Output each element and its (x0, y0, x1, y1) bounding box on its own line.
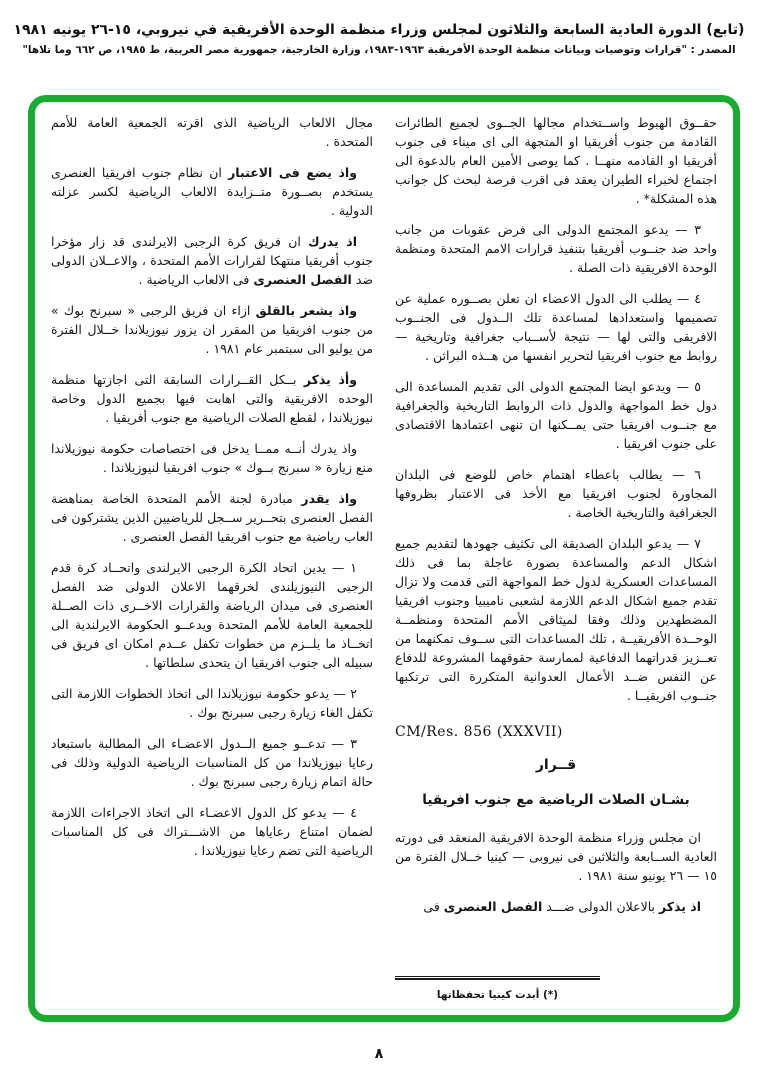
appreciates-rest: مبادرة لجنة الأمم المتحدة الخاصة بمناهضة الفصل العنصرى بتحــرير ســجل للرياضيين الذين يشتركون فى العاب رياضية مع جنوب افريقيا الفصل العنصرى . (51, 491, 373, 544)
resolution-heading: قــرار (535, 757, 577, 773)
preamble-considers (51, 163, 373, 220)
preamble-concerned (51, 301, 373, 358)
recalling-lead: وأذ يذكر (303, 372, 357, 387)
appreciates-lead: واذ يقدر (301, 491, 357, 506)
preamble-council: ان مجلس وزراء منظمة الوحدة الافريقية المنعقد فى دورته العادية الســابعة والثلاثين فى نيروبى — كينيا خــلال الفترة من ١٥ — ٢٦ يونيو سنة ١٩٨١ . (395, 830, 717, 883)
preamble-realizes (51, 232, 373, 289)
recalls-lead: اذ يذكر (658, 899, 701, 914)
operative-item-4: ٤ — يطلب الى الدول الاعضاء ان تعلن بصــوره عملية عن تصميمها واستعدادها لمساعدة تلك الــدول فى الجنــوب الافريقى والتى لها — نتيجة لأســباب جغرافية وتاريخية — روابط مع جنوب افريقيا لتحرير انفسها من هــذه البراثن . (395, 291, 717, 363)
operative-item-5: ٥ — ويدعو ايضا المجتمع الدولى الى تقديم المساعدة الى دول خط المواجهة والدول ذات الروابط التاريخية والجغرافية مع جنــوب افريقيا حتى يمــكنها ان تنهى اعتمادها الاقتصادى على جنوب افريقيا . (395, 379, 717, 451)
realizes-lead: اذ يدرك (308, 234, 357, 249)
recalls-tail: فى (423, 899, 444, 914)
preamble-aware: واذ يدرك أنــه ممــا يدخل فى اختصاصات حكومة نيوزيلاندا منع زيارة « سبرنج بــوك » جنوب افريقيا لنيوزيلاندا . (51, 441, 373, 475)
resolution-code: CM/Res. 856 (XXXVII) (395, 724, 563, 740)
page-header (0, 22, 758, 56)
considers-lead: واذ يضع فى الاعتبار (228, 165, 357, 180)
considers-rest: ان نظام جنوب افريقيا العنصرى يستخدم بصــورة متــزايدة الالعاب الرياضية لكسر عزلته الدولية . (51, 165, 373, 218)
footnote-rule (395, 976, 600, 980)
operative-item-7: ٧ — يدعو البلدان الصديقة الى تكثيف جهودها لتقديم جميع اشكال الدعم والمساعدة بصورة عاجلة بما فى ذلك المساعدات العسكرية لدول خط المواجهة التى قدمت ولا تزال تقدم جميع اشكال الدعم اللازمة لشعبى ناميبيا وجنوب افريقيا المضطهدين وذلك وفقا لميثاقى الأمم المتحدة ومنظمــة الوحــدة الأفريقيــة ، تلك المساعدات التى ســوف تمكنهما من تعــزيز قدراتهما الدفاعية لممارسة حقوقهما المشروعة للدفاع عن النفس ضــد الأعمال العدوانية المتكررة التى ترتكبها جنــوب افريقيــا . (395, 536, 717, 703)
resolution-subject: بشـان الصلات الرياضية مع جنوب افريقيا (422, 792, 690, 808)
concerned-rest: ازاء ان فريق الرجبى « سبرنج بوك » من جنوب افريقيا من المقرر ان يزور نيوزيلاندا خــلال الفترة من يوليو الى سبتمبر عام ١٩٨١ . (51, 303, 373, 356)
realizes-tail: فى الالعاب الرياضية . (138, 272, 254, 287)
realizes-mid: ان فريق كرة الرجبى الايرلندى قد زار مؤخرا جنوب أفريقيا منتهكا لقرارات الأمم المتحدة ، والاعــلان الدولى ضد (51, 234, 373, 287)
operative-item-1: ١ — يدين اتحاد الكرة الرجبى الايرلندى واتحــاد كرة قدم الرجبى النيوزيلندى لخرقهما الاعلان الدولى ضد الفصل العنصرى فى ميدان الرياضة والقرارات الاخــرى ذات الصــلة للجمعية العامة للأمم المتحدة ويدعــو الحكومة الايرلندية الى اتخــاذ ما يلــزم من خطوات تكفل عــدم امكان اى فريق فى سبيله الى جنوب افريقيا ان يتحدى سلطاتها . (51, 560, 373, 670)
preamble-appreciates (51, 489, 373, 546)
column-left (51, 113, 373, 1005)
preamble-recalls (395, 897, 717, 916)
recalling-rest: بــكل القــرارات السابقة التى اجازتها منظمة الوحده الافريقية والتى اهابت فيها بجميع الدول وخاصة نيوزيلاندا ، لقطع الصلات الرياضية مع جنوب أفريقيا . (51, 372, 373, 425)
paragraph-games-continuation: مجال الالعاب الرياضية الذى اقرته الجمعية العامة للأمم المتحدة . (51, 115, 373, 149)
operative-item-6: ٦ — يطالب باعطاء اهتمام خاص للوضع فى البلدان المجاورة لجنوب افريقيا مع الأخذ فى الاعتبار بظروفها الجغرافية والتاريخية الخاصة . (395, 467, 717, 520)
two-column-text (51, 113, 717, 1005)
source-note: المصدر : "قرارات وتوصيات وبيانات منظمة الوحدة الأفريقية ١٩٦٣-١٩٨٣، وزارة الخارجية، جمهورية مصر العربية، ط ١٩٨٥، ص ٦٦٢ وما تلاها" (22, 44, 736, 56)
operative-item-3-left: ٣ — تدعــو جميع الــدول الاعضـاء الى المطالبة باستبعاد رعايا نيوزيلاندا من كل المناسبات الرياضية الدولية وذلك فى حالة اتمام زيارة رجبى سبرنج بوك . (51, 736, 373, 789)
paragraph-landing-rights: حقــوق الهبوط واســتخدام مجالها الجــوى لجميع الطائرات القادمة من جنوب أفريقيا او المتجهة الى اى ميناء فى جنوب أفريقيا او القادمه منهــا . كما يوصى الأمين العام بالدعوة الى اجتماع لخبراء الطيران يعقد فى اقرب فرصة لبحث كل جوانب هذه المشكلة* . (395, 115, 717, 206)
preamble-recalling (51, 370, 373, 427)
recalls-mid: بالاعلان الدولى ضـــد (542, 899, 659, 914)
operative-item-2: ٢ — يدعو حكومة نيوزيلاندا الى اتخاذ الخطوات اللازمة التى تكفل الغاء زيارة رجبى سبرنج بوك . (51, 686, 373, 720)
green-frame (28, 95, 740, 1022)
column-right (395, 113, 717, 1005)
footnote-text: (*) أبدت كينيا تحفظاتها (436, 989, 559, 1001)
recalls-bold-term: الفصل العنصرى (443, 899, 543, 914)
realizes-bold-term: الفصل العنصرى (253, 272, 352, 287)
operative-item-3: ٣ — يدعو المجتمع الدولى الى فرض عقوبات من جانب واحد ضد جنــوب أفريقيا بتنفيذ قرارات الامم المتحدة ومنظمة الوحدة الافريقية ذات الصلة . (395, 222, 717, 275)
session-title: (تابع) الدورة العادية السابعة والثلاثون لمجلس وزراء منظمة الوحدة الأفريقية في نيروبي، ١٥-٢٦ يونيه ١٩٨١ (13, 22, 745, 38)
footnote (395, 976, 600, 1005)
concerned-lead: واذ يشعر بالقلق (255, 303, 357, 318)
page-number: ٨ (374, 1046, 384, 1062)
operative-item-4-left: ٤ — يدعو كل الدول الاعضـاء الى اتخاذ الاجراءات اللازمة لضمان امتناع رعاياها من الاشـــتراك فى كل المناسبات الرياضية التى تضم رعايا نيوزيلاندا . (51, 805, 373, 858)
